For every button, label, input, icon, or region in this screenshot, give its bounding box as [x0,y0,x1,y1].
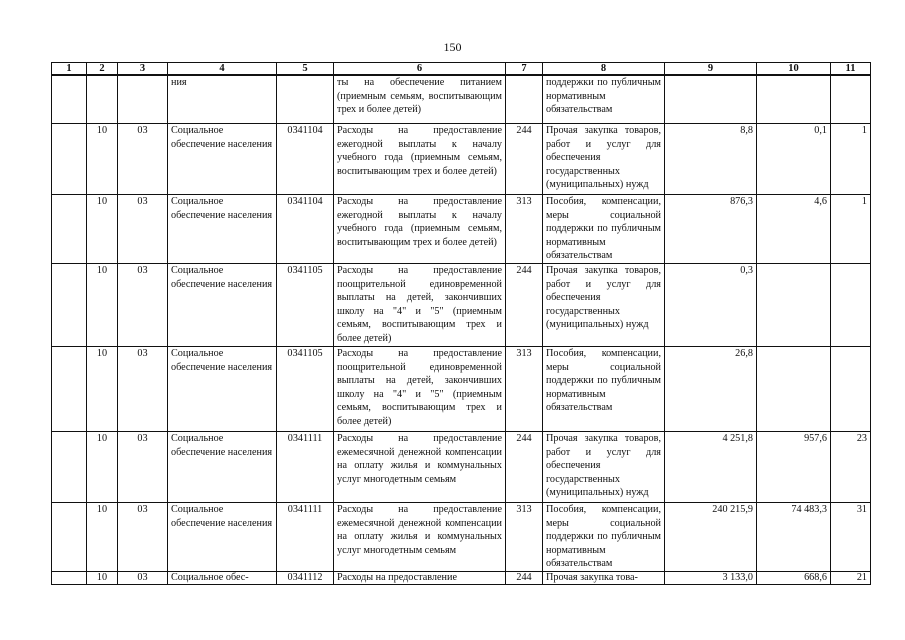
cell-target-name: Расходы на предоставление ежемесячной денежной компенсации на оплату жилья и коммунальных услуг многодетным семьям [334,432,506,503]
cell-section: 10 [87,432,118,503]
col-header: 10 [757,63,831,76]
cell-col1 [52,264,87,347]
cell-expense-type: 244 [506,432,543,503]
cell-expense-type: 244 [506,124,543,195]
cell-expense-name: Прочая закупка товаров, работ и услуг для обеспечения государственных (муниципальных) нужд [543,264,665,347]
cell-col1 [52,572,87,585]
cell-target-code: 0341104 [277,124,334,195]
cell-col1 [52,195,87,264]
cell-expense-name: Пособия, компенсации, меры социальной поддержки по публичным нормативным обязательствам [543,347,665,432]
cell-target-name: Расходы на предоставление поощрительной единовременной выплаты на детей, закончивших школу на "4" и "5" (приемным семьям, воспитывающим трех и более детей) [334,347,506,432]
cell-section: 10 [87,503,118,572]
header-row [52,63,871,76]
cell-expense-name: Прочая закупка това- [543,572,665,585]
cell-percent [831,264,871,347]
cell-expense-name: Пособия, компенсации, меры социальной поддержки по публичным нормативным обязательствам [543,195,665,264]
cell-percent: 1 [831,195,871,264]
cell-target-name: Расходы на предоставление [334,572,506,585]
cell-section [87,75,118,124]
cell-expense-name: поддержки по публичным нормативным обязательствам [543,75,665,124]
page-number: 150 [443,40,462,54]
col-header: 9 [665,63,757,76]
cell-amount-plan [665,75,757,124]
cell-percent: 21 [831,572,871,585]
cell-amount-actual [757,347,831,432]
cell-amount-plan: 8,8 [665,124,757,195]
col-header: 5 [277,63,334,76]
cell-amount-actual: 4,6 [757,195,831,264]
cell-target-code: 0341105 [277,347,334,432]
cell-section-name: Социальное обеспечение населения [168,195,277,264]
cell-section: 10 [87,264,118,347]
cell-expense-type: 313 [506,347,543,432]
cell-target-code [277,75,334,124]
col-header: 4 [168,63,277,76]
cell-amount-actual [757,75,831,124]
cell-target-name: Расходы на предоставление ежегодной выплаты к началу учебного года (приемным семьям, воспитывающим трех и более детей) [334,124,506,195]
cell-subsection: 03 [118,264,168,347]
table-row [52,75,871,124]
cell-section-name: ния [168,75,277,124]
cell-target-name: ты на обеспечение питанием (приемным семьям, воспитывающим трех и более детей) [334,75,506,124]
cell-amount-plan: 876,3 [665,195,757,264]
cell-target-name: Расходы на предоставление ежемесячной денежной компенсации на оплату жилья и коммунальных услуг многодетным семьям [334,503,506,572]
table-row [52,124,871,195]
table-body [52,75,871,585]
table-row [52,503,871,572]
col-header: 11 [831,63,871,76]
cell-expense-type: 313 [506,195,543,264]
cell-amount-plan: 26,8 [665,347,757,432]
cell-subsection: 03 [118,124,168,195]
cell-subsection [118,75,168,124]
cell-subsection: 03 [118,432,168,503]
cell-section: 10 [87,195,118,264]
cell-section-name: Социальное обеспечение населения [168,124,277,195]
cell-target-name: Расходы на предоставление ежегодной выплаты к началу учебного года (приемным семьям, воспитывающим трех и более детей) [334,195,506,264]
col-header: 6 [334,63,506,76]
cell-amount-actual [757,264,831,347]
cell-section-name: Социальное обес- [168,572,277,585]
cell-percent [831,75,871,124]
cell-expense-type: 313 [506,503,543,572]
col-header: 1 [52,63,87,76]
col-header: 7 [506,63,543,76]
cell-target-code: 0341104 [277,195,334,264]
cell-target-name: Расходы на предоставление поощрительной единовременной выплаты на детей, закончивших школу на "4" и "5" (приемным семьям, воспитывающим трех и более детей) [334,264,506,347]
cell-section-name: Социальное обеспечение населения [168,264,277,347]
cell-amount-actual: 74 483,3 [757,503,831,572]
cell-expense-name: Прочая закупка товаров, работ и услуг для обеспечения государственных (муниципальных) нужд [543,124,665,195]
cell-section: 10 [87,572,118,585]
cell-amount-plan: 3 133,0 [665,572,757,585]
table-row [52,195,871,264]
col-header: 8 [543,63,665,76]
cell-amount-plan: 240 215,9 [665,503,757,572]
cell-col1 [52,503,87,572]
cell-col1 [52,75,87,124]
budget-table [51,62,871,585]
cell-subsection: 03 [118,347,168,432]
cell-col1 [52,347,87,432]
table-row [52,264,871,347]
cell-subsection: 03 [118,572,168,585]
table-row [52,432,871,503]
cell-amount-plan: 0,3 [665,264,757,347]
cell-col1 [52,432,87,503]
table-row [52,572,871,585]
cell-percent: 31 [831,503,871,572]
cell-section: 10 [87,347,118,432]
cell-col1 [52,124,87,195]
cell-target-code: 0341105 [277,264,334,347]
cell-expense-name: Пособия, компенсации, меры социальной поддержки по публичным нормативным обязательствам [543,503,665,572]
col-header: 2 [87,63,118,76]
cell-expense-name: Прочая закупка товаров, работ и услуг для обеспечения государственных (муниципальных) нужд [543,432,665,503]
cell-amount-actual: 957,6 [757,432,831,503]
cell-target-code: 0341111 [277,503,334,572]
cell-amount-actual: 668,6 [757,572,831,585]
cell-target-code: 0341112 [277,572,334,585]
cell-subsection: 03 [118,503,168,572]
cell-section-name: Социальное обеспечение населения [168,347,277,432]
cell-percent [831,347,871,432]
col-header: 3 [118,63,168,76]
cell-subsection: 03 [118,195,168,264]
cell-section-name: Социальное обеспечение населения [168,503,277,572]
cell-section-name: Социальное обеспечение населения [168,432,277,503]
cell-expense-type: 244 [506,572,543,585]
table-row [52,347,871,432]
cell-amount-plan: 4 251,8 [665,432,757,503]
cell-percent: 1 [831,124,871,195]
cell-amount-actual: 0,1 [757,124,831,195]
cell-expense-type: 244 [506,264,543,347]
cell-target-code: 0341111 [277,432,334,503]
cell-percent: 23 [831,432,871,503]
cell-section: 10 [87,124,118,195]
cell-expense-type [506,75,543,124]
